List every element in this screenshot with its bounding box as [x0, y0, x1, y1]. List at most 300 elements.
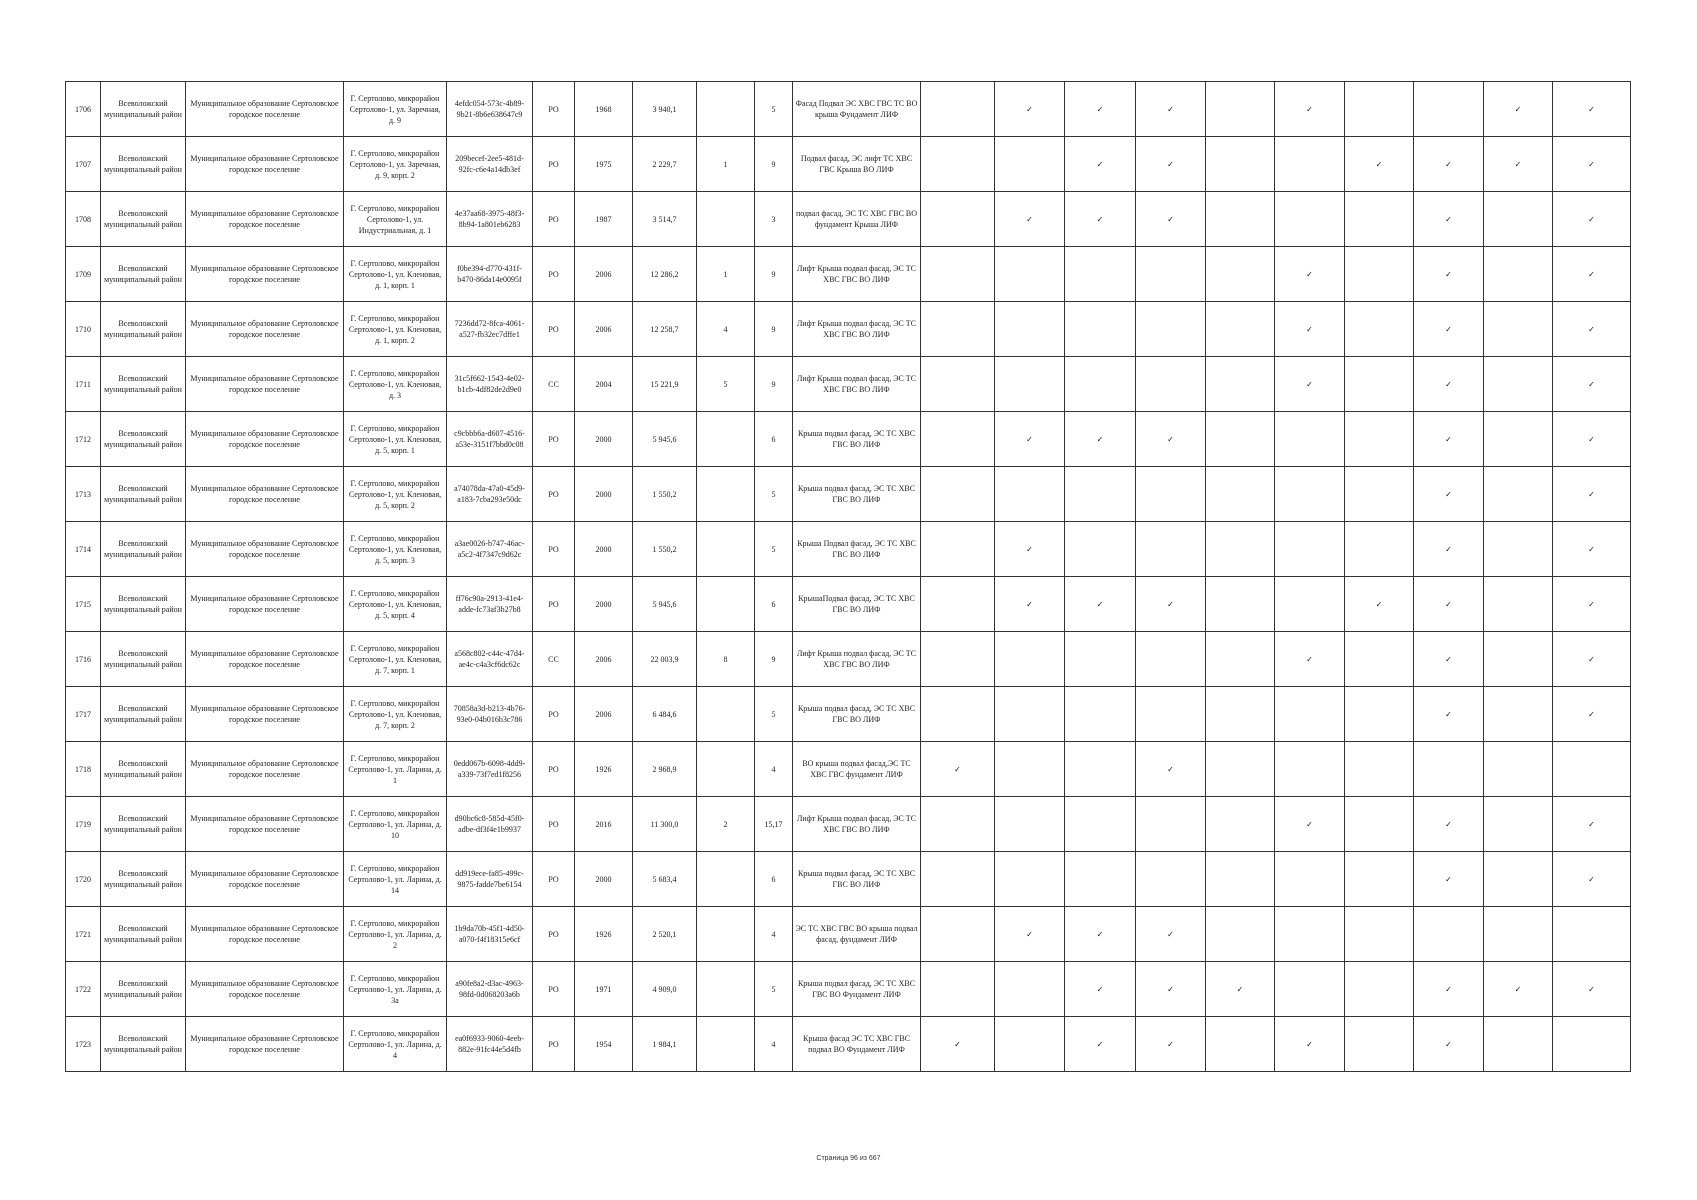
- check-icon: ✓: [1375, 599, 1383, 609]
- area-cell: 2 968,9: [633, 742, 697, 797]
- works-list-cell: подвал фасад, ЭС ТС ХВС ГВС ВО фундамент Крыша ЛИФ: [793, 192, 921, 247]
- year-built-cell: 1987: [575, 192, 633, 247]
- row-number: 1714: [66, 522, 101, 577]
- works-list-cell: Лифт Крыша подвал фасад, ЭС ТС ХВС ГВС ВО ЛИФ: [793, 247, 921, 302]
- works-list-cell: Крыша подвал фасад, ЭС ТС ХВС ГВС ВО ЛИФ: [793, 687, 921, 742]
- work-check-cell: [1484, 852, 1553, 907]
- municipality-cell: Муниципальное образование Сертоловское городское поселение: [186, 797, 344, 852]
- district-cell: Всеволожский муниципальный район: [101, 852, 186, 907]
- check-icon: ✓: [1445, 324, 1452, 334]
- check-icon: ✓: [1588, 269, 1595, 279]
- ownership-type-cell: РО: [533, 1017, 575, 1072]
- house-code-cell: a568c802-c44c-47d4-ae4c-c4a3cf6dc62c: [447, 632, 533, 687]
- work-check-cell: [995, 797, 1065, 852]
- ownership-type-cell: РО: [533, 522, 575, 577]
- entrances-cell: 4: [697, 302, 755, 357]
- work-check-cell: [1136, 632, 1206, 687]
- municipality-cell: Муниципальное образование Сертоловское городское поселение: [186, 192, 344, 247]
- entrances-cell: 1: [697, 247, 755, 302]
- check-icon: ✓: [1445, 269, 1452, 279]
- entrances-cell: [697, 962, 755, 1017]
- check-icon: ✓: [1445, 599, 1452, 609]
- municipality-cell: Муниципальное образование Сертоловское городское поселение: [186, 962, 344, 1017]
- table-row: [66, 247, 1631, 302]
- check-icon: ✓: [1236, 984, 1244, 994]
- table-row: [66, 797, 1631, 852]
- check-icon: ✓: [1096, 159, 1104, 169]
- floors-cell: 6: [755, 412, 793, 467]
- works-list-cell: Крыша подвал фасад, ЭС ТС ХВС ГВС ВО ЛИФ: [793, 467, 921, 522]
- table-row: [66, 192, 1631, 247]
- work-check-cell: [1553, 247, 1631, 302]
- table-row: [66, 1017, 1631, 1072]
- year-built-cell: 2000: [575, 522, 633, 577]
- check-icon: ✓: [1588, 544, 1595, 554]
- entrances-cell: 2: [697, 797, 755, 852]
- table-row: [66, 907, 1631, 962]
- work-check-cell: [1065, 742, 1136, 797]
- check-icon: ✓: [1026, 929, 1033, 939]
- work-check-cell: [1345, 522, 1414, 577]
- check-icon: ✓: [1026, 104, 1033, 114]
- works-list-cell: Крыша Подвал фасад, ЭС ТС ХВС ГВС ВО ЛИФ: [793, 522, 921, 577]
- work-check-cell: [921, 687, 995, 742]
- works-list-cell: Крыша подвал фасад, ЭС ТС ХВС ГВС ВО Фундамент ЛИФ: [793, 962, 921, 1017]
- work-check-cell: [1275, 797, 1345, 852]
- address-cell: Г. Сертолово, микрорайон Сертолово-1, ул. Индустриальная, д. 1: [344, 192, 447, 247]
- work-check-cell: [1484, 962, 1553, 1017]
- year-built-cell: 1971: [575, 962, 633, 1017]
- work-check-cell: [921, 1017, 995, 1072]
- work-check-cell: [1136, 192, 1206, 247]
- year-built-cell: 2006: [575, 247, 633, 302]
- floors-cell: 9: [755, 302, 793, 357]
- year-built-cell: 1975: [575, 137, 633, 192]
- address-cell: Г. Сертолово, микрорайон Сертолово-1, ул. Ларина, д. 3а: [344, 962, 447, 1017]
- municipality-cell: Муниципальное образование Сертоловское городское поселение: [186, 137, 344, 192]
- work-check-cell: [1065, 852, 1136, 907]
- work-check-cell: [1345, 82, 1414, 137]
- work-check-cell: [1136, 852, 1206, 907]
- address-cell: Г. Сертолово, микрорайон Сертолово-1, ул. Кленовая, д. 1, корп. 2: [344, 302, 447, 357]
- district-cell: Всеволожский муниципальный район: [101, 687, 186, 742]
- house-code-cell: 0edd067b-6098-4dd9-a339-73f7ed1f8256: [447, 742, 533, 797]
- floors-cell: 4: [755, 1017, 793, 1072]
- floors-cell: 9: [755, 247, 793, 302]
- check-icon: ✓: [1445, 214, 1452, 224]
- page-number: Страница 96 из 667: [816, 1155, 881, 1162]
- work-check-cell: [1275, 412, 1345, 467]
- work-check-cell: [1345, 137, 1414, 192]
- municipality-cell: Муниципальное образование Сертоловское городское поселение: [186, 522, 344, 577]
- work-check-cell: [1414, 137, 1484, 192]
- floors-cell: 9: [755, 357, 793, 412]
- work-check-cell: [1414, 962, 1484, 1017]
- row-number: 1723: [66, 1017, 101, 1072]
- district-cell: Всеволожский муниципальный район: [101, 797, 186, 852]
- work-check-cell: [1206, 852, 1275, 907]
- work-check-cell: [921, 907, 995, 962]
- work-check-cell: [1136, 742, 1206, 797]
- work-check-cell: [1484, 907, 1553, 962]
- work-check-cell: [1275, 247, 1345, 302]
- work-check-cell: [1345, 962, 1414, 1017]
- work-check-cell: [1136, 907, 1206, 962]
- work-check-cell: [1484, 687, 1553, 742]
- ownership-type-cell: СС: [533, 357, 575, 412]
- floors-cell: 5: [755, 962, 793, 1017]
- address-cell: Г. Сертолово, микрорайон Сертолово-1, ул. Кленовая, д. 5, корп. 2: [344, 467, 447, 522]
- municipality-cell: Муниципальное образование Сертоловское городское поселение: [186, 467, 344, 522]
- address-cell: Г. Сертолово, микрорайон Сертолово-1, ул. Кленовая, д. 1, корп. 1: [344, 247, 447, 302]
- floors-cell: 9: [755, 137, 793, 192]
- district-cell: Всеволожский муниципальный район: [101, 302, 186, 357]
- table-row: [66, 357, 1631, 412]
- works-list-cell: Лифт Крыша подвал фасад, ЭС ТС ХВС ГВС ВО ЛИФ: [793, 357, 921, 412]
- work-check-cell: [921, 412, 995, 467]
- work-check-cell: [1345, 632, 1414, 687]
- entrances-cell: [697, 82, 755, 137]
- table-row: [66, 852, 1631, 907]
- area-cell: 5 945,6: [633, 412, 697, 467]
- work-check-cell: [995, 467, 1065, 522]
- work-check-cell: [1206, 357, 1275, 412]
- check-icon: ✓: [1096, 434, 1104, 444]
- work-check-cell: [1414, 1017, 1484, 1072]
- work-check-cell: [1414, 577, 1484, 632]
- work-check-cell: [1065, 137, 1136, 192]
- work-check-cell: [1345, 302, 1414, 357]
- district-cell: Всеволожский муниципальный район: [101, 412, 186, 467]
- work-check-cell: [1414, 302, 1484, 357]
- municipality-cell: Муниципальное образование Сертоловское городское поселение: [186, 852, 344, 907]
- check-icon: ✓: [1167, 929, 1174, 939]
- work-check-cell: [1553, 82, 1631, 137]
- year-built-cell: 2016: [575, 797, 633, 852]
- check-icon: ✓: [1445, 379, 1452, 389]
- entrances-cell: [697, 412, 755, 467]
- entrances-cell: 5: [697, 357, 755, 412]
- entrances-cell: [697, 687, 755, 742]
- work-check-cell: [921, 577, 995, 632]
- check-icon: ✓: [1445, 874, 1452, 884]
- house-code-cell: 70858a3d-b213-4b76-93e0-04b016b3c786: [447, 687, 533, 742]
- row-number: 1713: [66, 467, 101, 522]
- work-check-cell: [1065, 247, 1136, 302]
- area-cell: 2 520,1: [633, 907, 697, 962]
- work-check-cell: [1484, 82, 1553, 137]
- work-check-cell: [1136, 302, 1206, 357]
- work-check-cell: [921, 742, 995, 797]
- work-check-cell: [921, 467, 995, 522]
- municipality-cell: Муниципальное образование Сертоловское городское поселение: [186, 687, 344, 742]
- work-check-cell: [1275, 687, 1345, 742]
- municipality-cell: Муниципальное образование Сертоловское городское поселение: [186, 742, 344, 797]
- year-built-cell: 2000: [575, 852, 633, 907]
- address-cell: Г. Сертолово, микрорайон Сертолово-1, ул. Кленовая, д. 5, корп. 1: [344, 412, 447, 467]
- check-icon: ✓: [1167, 984, 1174, 994]
- address-cell: Г. Сертолово, микрорайон Сертолово-1, ул. Ларина, д. 4: [344, 1017, 447, 1072]
- floors-cell: 4: [755, 907, 793, 962]
- entrances-cell: [697, 742, 755, 797]
- municipality-cell: Муниципальное образование Сертоловское городское поселение: [186, 577, 344, 632]
- work-check-cell: [1484, 522, 1553, 577]
- work-check-cell: [921, 192, 995, 247]
- works-list-cell: Лифт Крыша подвал фасад, ЭС ТС ХВС ГВС ВО ЛИФ: [793, 302, 921, 357]
- work-check-cell: [1345, 907, 1414, 962]
- check-icon: ✓: [1375, 159, 1383, 169]
- work-check-cell: [1414, 357, 1484, 412]
- work-check-cell: [1553, 467, 1631, 522]
- house-code-cell: a3ae0026-b747-46ac-a5c2-4f7347c9d62c: [447, 522, 533, 577]
- ownership-type-cell: РО: [533, 192, 575, 247]
- floors-cell: 9: [755, 632, 793, 687]
- address-cell: Г. Сертолово, микрорайон Сертолово-1, ул. Кленовая, д. 7, корп. 2: [344, 687, 447, 742]
- ownership-type-cell: РО: [533, 577, 575, 632]
- floors-cell: 15,17: [755, 797, 793, 852]
- work-check-cell: [921, 632, 995, 687]
- check-icon: ✓: [1096, 929, 1104, 939]
- row-number: 1718: [66, 742, 101, 797]
- area-cell: 11 300,0: [633, 797, 697, 852]
- work-check-cell: [995, 412, 1065, 467]
- ownership-type-cell: РО: [533, 82, 575, 137]
- floors-cell: 3: [755, 192, 793, 247]
- table-row: [66, 632, 1631, 687]
- work-check-cell: [921, 247, 995, 302]
- work-check-cell: [1414, 247, 1484, 302]
- table-row: [66, 82, 1631, 137]
- work-check-cell: [1345, 687, 1414, 742]
- work-check-cell: [1484, 137, 1553, 192]
- work-check-cell: [1275, 192, 1345, 247]
- check-icon: ✓: [1445, 709, 1452, 719]
- address-cell: Г. Сертолово, микрорайон Сертолово-1, ул. Ларина, д. 14: [344, 852, 447, 907]
- year-built-cell: 2000: [575, 412, 633, 467]
- area-cell: 1 984,1: [633, 1017, 697, 1072]
- area-cell: 1 550,2: [633, 467, 697, 522]
- works-list-cell: Лифт Крыша подвал фасад, ЭС ТС ХВС ГВС ВО ЛИФ: [793, 632, 921, 687]
- area-cell: 4 909,0: [633, 962, 697, 1017]
- work-check-cell: [995, 632, 1065, 687]
- work-check-cell: [1136, 137, 1206, 192]
- work-check-cell: [1275, 467, 1345, 522]
- work-check-cell: [995, 137, 1065, 192]
- work-check-cell: [1484, 192, 1553, 247]
- work-check-cell: [1484, 247, 1553, 302]
- check-icon: ✓: [1167, 214, 1174, 224]
- work-check-cell: [1206, 192, 1275, 247]
- work-check-cell: [1206, 137, 1275, 192]
- work-check-cell: [1275, 907, 1345, 962]
- works-list-cell: Крыша подвал фасад, ЭС ТС ХВС ГВС ВО ЛИФ: [793, 852, 921, 907]
- work-check-cell: [1065, 1017, 1136, 1072]
- district-cell: Всеволожский муниципальный район: [101, 247, 186, 302]
- check-icon: ✓: [1588, 434, 1595, 444]
- work-check-cell: [1206, 687, 1275, 742]
- house-code-cell: ea0f6933-9060-4eeb-882e-91fc44e5d4fb: [447, 1017, 533, 1072]
- work-check-cell: [1065, 577, 1136, 632]
- house-code-cell: a90fe8a2-d3ac-4963-98fd-0d068203a6b: [447, 962, 533, 1017]
- work-check-cell: [1414, 742, 1484, 797]
- house-code-cell: ff76c90a-2913-41e4-adde-fc73af3b27b8: [447, 577, 533, 632]
- district-cell: Всеволожский муниципальный район: [101, 632, 186, 687]
- check-icon: ✓: [954, 1039, 961, 1049]
- row-number: 1711: [66, 357, 101, 412]
- check-icon: ✓: [1445, 819, 1452, 829]
- table-body: [66, 82, 1631, 1072]
- table-row: [66, 522, 1631, 577]
- check-icon: ✓: [1588, 819, 1595, 829]
- check-icon: ✓: [1306, 324, 1313, 334]
- work-check-cell: [995, 82, 1065, 137]
- house-code-cell: 31c5f662-1543-4e02-b1cb-4df82de2d9e0: [447, 357, 533, 412]
- work-check-cell: [995, 577, 1065, 632]
- check-icon: ✓: [1588, 709, 1595, 719]
- year-built-cell: 1954: [575, 1017, 633, 1072]
- table-row: [66, 302, 1631, 357]
- work-check-cell: [1206, 412, 1275, 467]
- house-code-cell: c9cbbb6a-d607-4516-a53e-3151f7bbd0c08: [447, 412, 533, 467]
- year-built-cell: 1968: [575, 82, 633, 137]
- work-check-cell: [995, 907, 1065, 962]
- work-check-cell: [1275, 82, 1345, 137]
- house-code-cell: a74078da-47a0-45d9-a183-7cba293e50dc: [447, 467, 533, 522]
- work-check-cell: [1414, 467, 1484, 522]
- work-check-cell: [1553, 1017, 1631, 1072]
- house-code-cell: 4efdc054-573c-4b89-9b21-8b6e638647c9: [447, 82, 533, 137]
- check-icon: ✓: [1306, 379, 1313, 389]
- work-check-cell: [1065, 687, 1136, 742]
- check-icon: ✓: [1167, 764, 1174, 774]
- row-number: 1708: [66, 192, 101, 247]
- work-check-cell: [1065, 907, 1136, 962]
- work-check-cell: [1345, 742, 1414, 797]
- check-icon: ✓: [1588, 159, 1595, 169]
- check-icon: ✓: [1445, 1039, 1452, 1049]
- ownership-type-cell: РО: [533, 742, 575, 797]
- works-list-cell: ЭС ТС ХВС ГВС ВО крыша подвал фасад, фундамент ЛИФ: [793, 907, 921, 962]
- work-check-cell: [1345, 1017, 1414, 1072]
- check-icon: ✓: [1026, 599, 1033, 609]
- year-built-cell: 1926: [575, 742, 633, 797]
- entrances-cell: [697, 577, 755, 632]
- work-check-cell: [1136, 962, 1206, 1017]
- work-check-cell: [1065, 632, 1136, 687]
- entrances-cell: [697, 522, 755, 577]
- work-check-cell: [1553, 852, 1631, 907]
- check-icon: ✓: [1026, 544, 1033, 554]
- work-check-cell: [1136, 467, 1206, 522]
- check-icon: ✓: [1096, 104, 1104, 114]
- ownership-type-cell: РО: [533, 247, 575, 302]
- work-check-cell: [921, 137, 995, 192]
- check-icon: ✓: [1096, 599, 1104, 609]
- district-cell: Всеволожский муниципальный район: [101, 962, 186, 1017]
- work-check-cell: [1345, 357, 1414, 412]
- table-row: [66, 137, 1631, 192]
- row-number: 1706: [66, 82, 101, 137]
- work-check-cell: [1275, 302, 1345, 357]
- works-list-cell: Крыша фасад ЭС ТС ХВС ГВС подвал ВО Фундамент ЛИФ: [793, 1017, 921, 1072]
- work-check-cell: [995, 247, 1065, 302]
- work-check-cell: [1484, 1017, 1553, 1072]
- address-cell: Г. Сертолово, микрорайон Сертолово-1, ул. Ларина, д. 10: [344, 797, 447, 852]
- work-check-cell: [1275, 742, 1345, 797]
- area-cell: 3 940,1: [633, 82, 697, 137]
- work-check-cell: [1136, 82, 1206, 137]
- work-check-cell: [1065, 522, 1136, 577]
- work-check-cell: [1414, 687, 1484, 742]
- work-check-cell: [1065, 357, 1136, 412]
- row-number: 1712: [66, 412, 101, 467]
- work-check-cell: [1275, 632, 1345, 687]
- area-cell: 22 003,9: [633, 632, 697, 687]
- work-check-cell: [1553, 137, 1631, 192]
- district-cell: Всеволожский муниципальный район: [101, 1017, 186, 1072]
- work-check-cell: [1065, 192, 1136, 247]
- work-check-cell: [921, 302, 995, 357]
- work-check-cell: [1414, 907, 1484, 962]
- check-icon: ✓: [1306, 1039, 1313, 1049]
- work-check-cell: [921, 357, 995, 412]
- check-icon: ✓: [1306, 104, 1313, 114]
- work-check-cell: [1484, 577, 1553, 632]
- ownership-type-cell: РО: [533, 412, 575, 467]
- work-check-cell: [921, 852, 995, 907]
- check-icon: ✓: [1096, 984, 1104, 994]
- area-cell: 6 484,6: [633, 687, 697, 742]
- work-check-cell: [1345, 797, 1414, 852]
- work-check-cell: [1206, 247, 1275, 302]
- ownership-type-cell: РО: [533, 962, 575, 1017]
- work-check-cell: [1414, 522, 1484, 577]
- check-icon: ✓: [1167, 104, 1174, 114]
- work-check-cell: [1345, 467, 1414, 522]
- work-check-cell: [1414, 82, 1484, 137]
- work-check-cell: [1275, 962, 1345, 1017]
- housing-register-table: [65, 81, 1631, 1072]
- check-icon: ✓: [1445, 434, 1452, 444]
- table-row: [66, 742, 1631, 797]
- work-check-cell: [1206, 632, 1275, 687]
- row-number: 1709: [66, 247, 101, 302]
- check-icon: ✓: [1445, 654, 1452, 664]
- work-check-cell: [1553, 907, 1631, 962]
- row-number: 1715: [66, 577, 101, 632]
- work-check-cell: [1345, 852, 1414, 907]
- work-check-cell: [1553, 632, 1631, 687]
- work-check-cell: [1553, 302, 1631, 357]
- house-code-cell: dd919ece-fa85-499c-9875-fadde7be6154: [447, 852, 533, 907]
- table-row: [66, 467, 1631, 522]
- area-cell: 1 550,2: [633, 522, 697, 577]
- work-check-cell: [1206, 907, 1275, 962]
- work-check-cell: [995, 522, 1065, 577]
- year-built-cell: 2004: [575, 357, 633, 412]
- district-cell: Всеволожский муниципальный район: [101, 742, 186, 797]
- work-check-cell: [1206, 467, 1275, 522]
- house-code-cell: 1b9da70b-45f1-4d50-a070-f4f18315e6cf: [447, 907, 533, 962]
- floors-cell: 5: [755, 467, 793, 522]
- check-icon: ✓: [1167, 434, 1174, 444]
- work-check-cell: [1206, 742, 1275, 797]
- work-check-cell: [1275, 357, 1345, 412]
- works-list-cell: КрышаПодвал фасад, ЭС ТС ХВС ГВС ВО ЛИФ: [793, 577, 921, 632]
- floors-cell: 4: [755, 742, 793, 797]
- work-check-cell: [1065, 302, 1136, 357]
- house-code-cell: 7236dd72-8fca-4061-a527-fb32ec7dffe1: [447, 302, 533, 357]
